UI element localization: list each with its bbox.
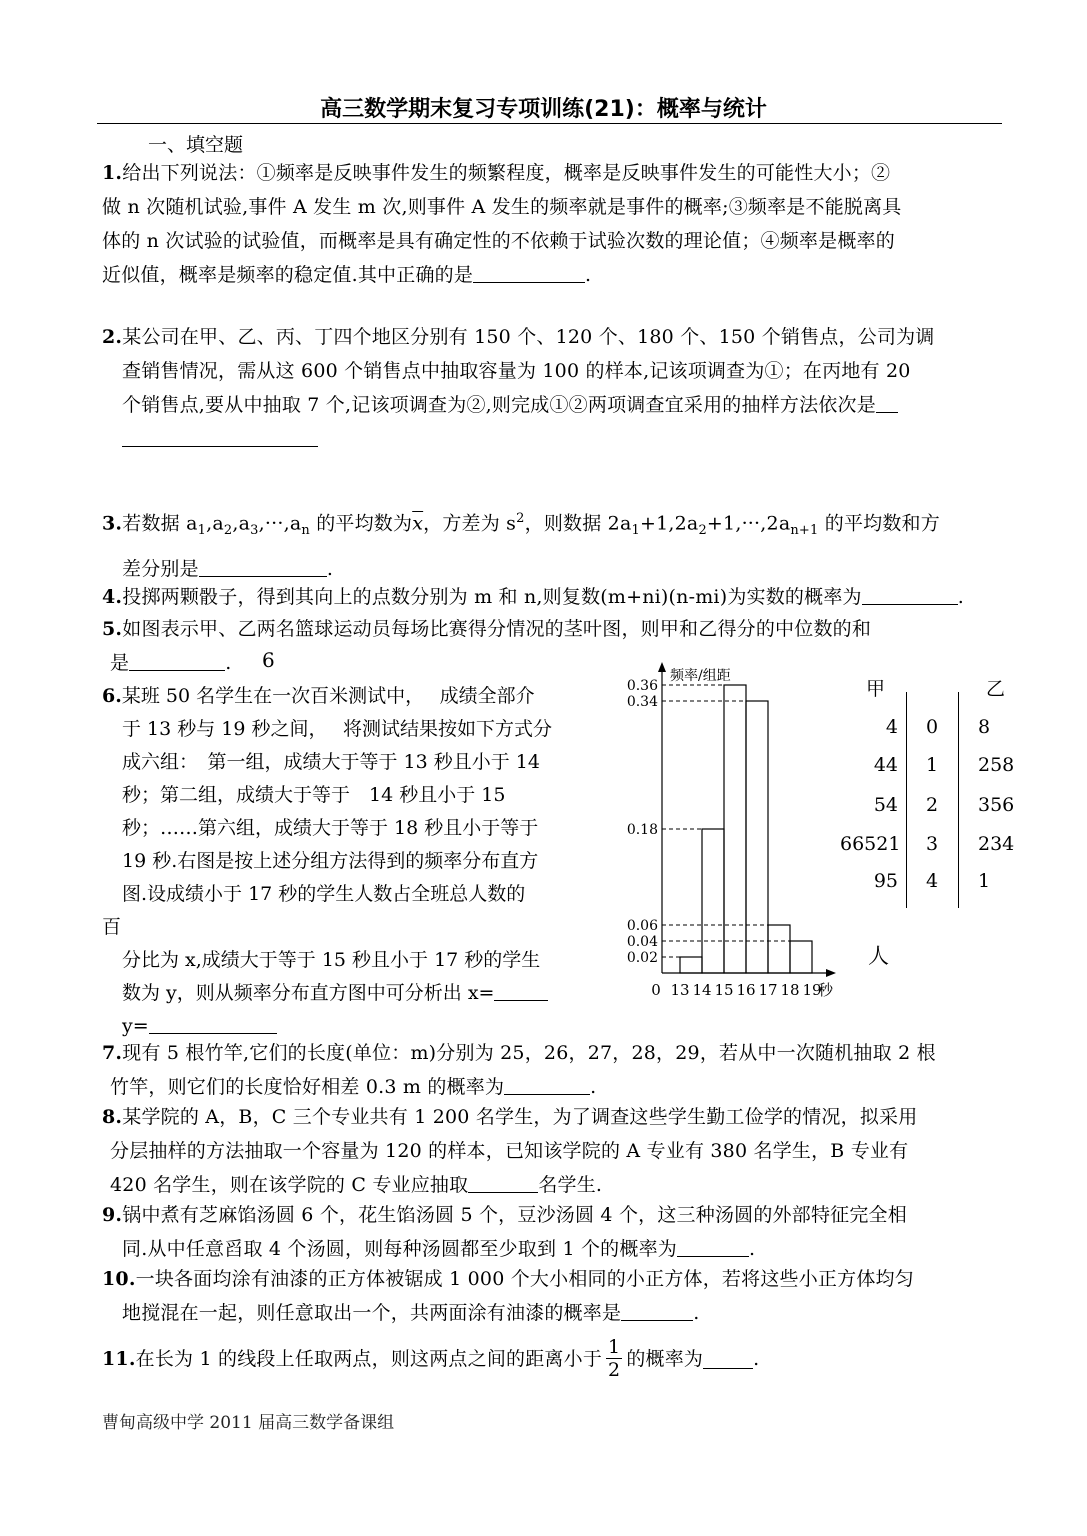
histogram-bar [768,925,790,973]
question-10 [102,1262,914,1330]
answer-blank-x[interactable] [494,981,548,1001]
q8-text: 某学院的 A，B，C 三个专业共有 1 200 名学生，为了调查这些学生勤工俭学的情况，拟采用 [122,1106,918,1128]
stem-leaf-header-right: 乙 [986,678,1006,700]
q9-tail: . [748,1238,756,1260]
q7-text: 竹竿，则它们的长度恰好相差 0.3 m 的概率为 [110,1076,505,1098]
stem-leaf-left-leaves: 66521 [840,833,901,855]
q2-line: 个销售点,要从中抽取 7 个,记该项调查为②,则完成①②两项调查宜采用的抽样方法依次是 [122,394,876,416]
question-number: 1. [102,162,123,184]
q11-tail: . [753,1347,760,1370]
q6-line: 百 [102,916,122,938]
answer-blank[interactable] [199,557,327,577]
stem-leaf-right-leaves: 8 [978,716,991,738]
x-tick-label: 17 [758,981,778,998]
stem-divider-right [958,692,959,908]
q6-line: 秒；……第六组，成绩大于等于 18 秒且小于等于 [122,817,539,839]
q6-line: 成六组： 第一组，成绩大于等于 13 秒且小于 14 [122,751,540,773]
question-9 [102,1198,907,1266]
stem-leaf-stem: 4 [925,870,939,892]
q5-tail: . [225,652,232,674]
q5-text: 如图表示甲、乙两名篮球运动员每场比赛得分情况的茎叶图，则甲和乙得分的中位数的和 [122,618,872,640]
q1-line: 近似值，概率是频率的稳定值.其中正确的是 [102,264,474,286]
q8-text: 名学生. [538,1174,603,1196]
q6-line: 19 秒.右图是按上述分组方法得到的频率分布直方 [122,850,539,872]
q6-line: 图.设成绩小于 17 秒的学生人数占全班总人数的 [122,883,526,905]
fraction-numerator: 1 [608,1336,621,1358]
q8-text: 420 名学生，则在该学院的 C 专业应抽取 [110,1174,469,1196]
x-tick-label: 19 [802,981,822,998]
y-tick-label: 0.36 [626,678,658,694]
q6-line: 分比为 x,成绩大于等于 15 秒且小于 17 秒的学生 [122,949,541,971]
question-number: 8. [102,1106,123,1128]
question-number: 4. [102,586,123,608]
q7-tail: . [590,1076,597,1098]
x-tick-label: 0 [651,981,661,998]
q1-line: 做 n 次随机试验,事件 A 发生 m 次,则事件 A 发生的频率就是事件的概率;③频率是不能脱离具 [102,196,902,218]
question-number: 3. [102,512,123,535]
stem-leaf-plot [840,668,1030,918]
y-tick-label: 0.02 [626,950,658,966]
frequency-histogram [612,658,862,998]
question-number: 10. [102,1268,136,1290]
stem-leaf-stem: 1 [925,754,939,776]
q3-text: ，方差为 s [423,512,517,535]
histogram-bar [746,701,768,973]
question-7 [102,1036,936,1104]
stem-leaf-right-leaves: 356 [978,794,1015,816]
stem-leaf-left-leaves: 54 [873,794,898,816]
question-number: 6. [102,685,122,707]
stem-divider-left [906,692,907,908]
x-tick-label: 13 [670,981,690,998]
stray-mark: 6 [262,648,275,672]
answer-blank[interactable] [473,263,585,283]
q4-tail: . [957,586,964,608]
q9-text: 同.从中任意舀取 4 个汤圆，则每种汤圆都至少取到 1 个的概率为 [122,1238,677,1260]
stem-leaf-header-left: 甲 [866,678,886,700]
answer-blank[interactable] [677,1237,749,1257]
y-tick-label: 0.34 [626,694,658,710]
q10-tail: . [693,1302,700,1324]
q1-line: 给出下列说法：①频率是反映事件发生的频繁程度，概率是反映事件发生的可能性大小；② [122,162,891,184]
q2-line: 某公司在甲、乙、丙、丁四个地区分别有 150 个、120 个、180 个、150 个销售点，公司为调 [122,326,935,348]
q11-text: 的概率为 [626,1347,704,1370]
q8-text: 分层抽样的方法抽取一个容量为 120 的样本，已知该学院的 A 专业有 380 名学生，B 专业有 [110,1140,909,1162]
q6-line: y= [122,1015,149,1037]
x-axis-arrow [826,969,836,977]
histogram-bar [680,957,702,973]
answer-blank[interactable] [703,1349,753,1369]
q3-text: 若数据 a [122,512,198,535]
q3-text: 的平均数为 [316,512,413,535]
q10-text: 地搅混在一起，则任意取出一个，共两面涂有油漆的概率是 [122,1302,622,1324]
fraction-denominator: 2 [608,1359,621,1381]
page-title: 高三数学期末复习专项训练(21)：概率与统计 [320,97,767,122]
x-axis-label: 秒 [818,981,834,998]
y-tick-label: 0.18 [626,822,658,838]
question-2 [102,320,935,456]
stem-leaf-stem: 2 [925,794,939,816]
q4-text: 投掷两颗骰子，得到其向上的点数分别为 m 和 n,则复数(m+ni)(n-mi)为实数的概率为 [122,586,862,608]
q5-text: 是 [110,652,130,674]
question-number: 7. [102,1042,123,1064]
answer-blank[interactable] [504,1075,590,1095]
answer-blank[interactable] [129,651,225,671]
answer-blank[interactable] [468,1173,538,1193]
q1-line: 体的 n 次试验的试验值，而概率是具有确定性的不依赖于试验次数的理论值；④频率是概率的 [102,230,895,252]
histogram-bar [790,941,812,973]
fraction-one-half [606,1336,622,1381]
stem-leaf-stem: 3 [925,833,939,855]
mean-symbol: $\overline{x}$ [412,512,424,535]
question-number: 9. [102,1204,123,1226]
answer-blank[interactable] [621,1301,693,1321]
q6-line: 数为 y，则从频率分布直方图中可分析出 x= [122,982,495,1004]
stem-leaf-right-leaves: 234 [978,833,1015,855]
q3-text: ，则数据 2a [524,512,632,535]
answer-blank-y[interactable] [149,1014,277,1034]
question-11 [102,1336,759,1381]
y-axis-label: 频率/组距 [670,668,731,684]
question-1 [102,156,902,292]
stray-label: 人 [868,944,889,968]
answer-blank[interactable] [862,585,958,605]
question-3: 3.若数据 $a_1,a_2,a_3,\cdot\cdot\cdot,a_n$ 的平均数为$\overline{x}$，方差为 $s^2$，则数据 $2a_1+1,2a_2+1,\cdot\cdot\cdot,2a_{n+1}$ 的平均数和方 差分别是 . [102,511,940,581]
y-axis-arrow [658,662,666,672]
section-heading: 一、填空题 [148,134,244,156]
x-tick-label: 14 [692,981,712,998]
q2-line: 查销售情况，需从这 600 个销售点中抽取容量为 100 的样本,记该项调查为①；在丙地有 20 [122,360,911,382]
q9-text: 锅中煮有芝麻馅汤圆 6 个，花生馅汤圆 5 个，豆沙汤圆 4 个，这三种汤圆的外部特征完全相 [122,1204,907,1226]
y-tick-label: 0.06 [626,918,658,934]
x-tick-label: 15 [714,981,734,998]
stem-leaf-left-leaves: 44 [873,754,898,776]
stem-leaf-stem: 0 [925,716,939,738]
question-number: 5. [102,618,123,640]
q3-text: 差分别是 [122,558,199,581]
q3-tail: . [326,558,334,581]
stem-leaf-right-leaves: 258 [978,754,1015,776]
question-6 [102,680,607,1043]
x-tick-label: 16 [736,981,756,998]
answer-blank[interactable] [876,393,898,413]
q11-text: 在长为 1 的线段上任取两点，则这两点之间的距离小于 [135,1347,603,1370]
q10-text: 一块各面均涂有油漆的正方体被锯成 1 000 个大小相同的小正方体，若将这些小正方体均匀 [135,1268,914,1290]
title-rule [97,123,1002,124]
q6-line: 秒；第二组，成绩大于等于 14 秒且小于 15 [122,784,506,806]
stem-leaf-left-leaves: 4 [885,716,898,738]
y-tick-label: 0.04 [626,934,658,950]
histogram-bar [702,829,724,973]
stem-leaf-left-leaves: 95 [873,870,898,892]
q1-tail: . [585,264,592,286]
stem-leaf-right-leaves: 1 [978,870,991,892]
q7-text: 现有 5 根竹竿,它们的长度(单位：m)分别为 25，26，27，28，29，若从中一次随机抽取 2 根 [122,1042,936,1064]
question-4 [102,580,964,614]
question-8 [102,1100,917,1202]
answer-blank[interactable] [122,427,318,447]
x-tick-label: 18 [780,981,800,998]
question-number: 2. [102,326,123,348]
histogram-bar [724,685,746,973]
q6-line: 于 13 秒与 19 秒之间， 将测试结果按如下方式分 [122,718,553,740]
page-footer: 曹甸高级中学 2011 届高三数学备课组 [102,1413,395,1433]
q3-text: 的平均数和方 [824,512,940,535]
question-number: 11. [102,1347,136,1370]
q6-line: 某班 50 名学生在一次百米测试中， 成绩全部介 [121,685,535,707]
